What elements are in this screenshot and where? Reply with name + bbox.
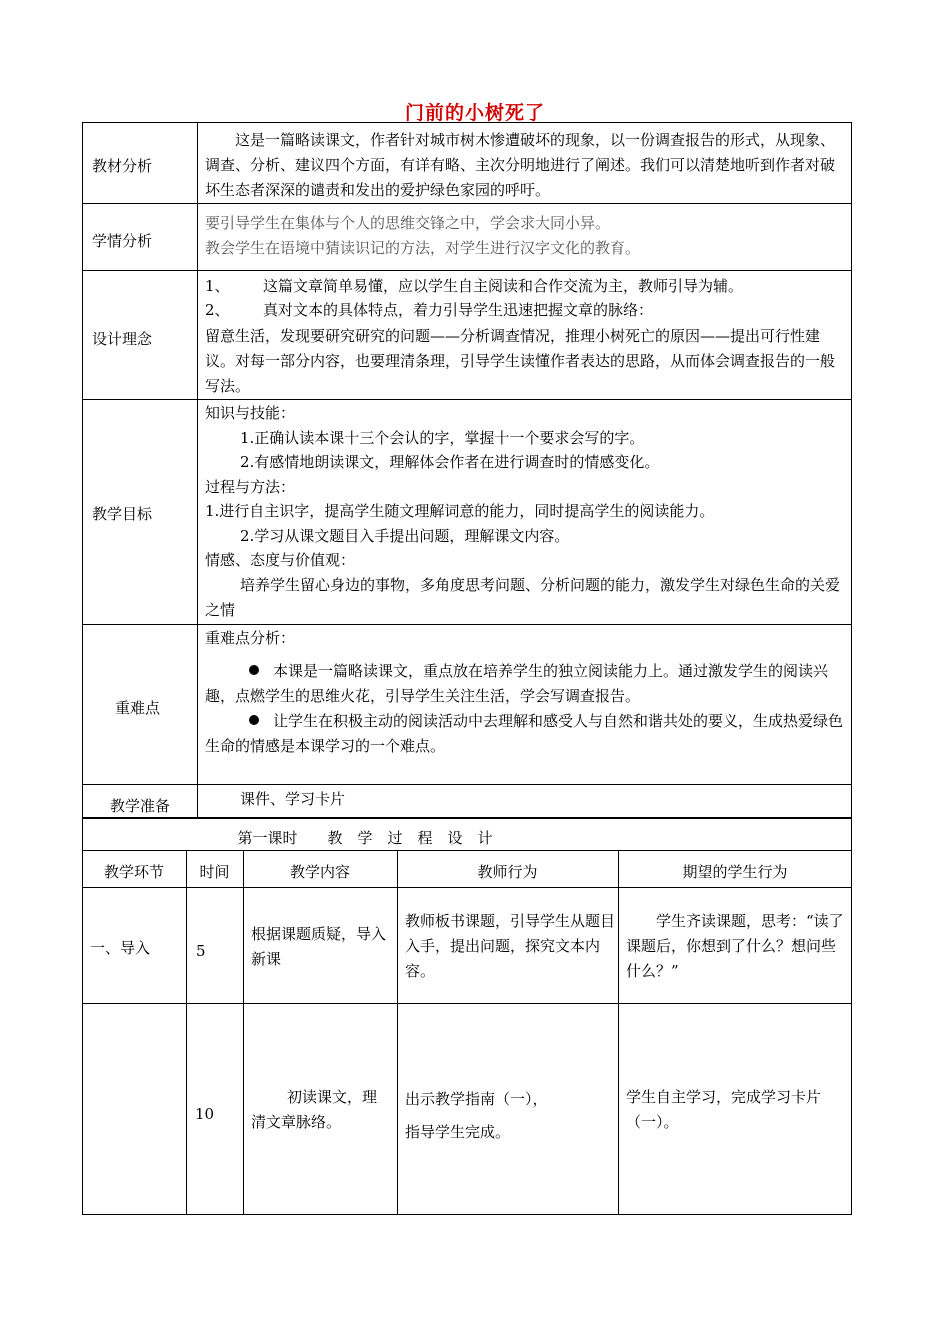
design-paragraph: 留意生活，发现要研究研究的问题——分析调查情况，推理小树死亡的原因——提出可行性建议。对每一部分内容，也要理清条理，引导学生读懂作者表达的思路，从而体会调查报告的一般写法。 bbox=[205, 327, 836, 395]
students-line-2: 教会学生在语境中猜读识记的方法，对学生进行汉字文化的教育。 bbox=[205, 239, 641, 257]
row-divider bbox=[82, 887, 852, 888]
goal-item: 2.学习从课文题目入手提出问题，理解课文内容。 bbox=[240, 527, 570, 545]
row1-content: 根据课题质疑，导入新课 bbox=[251, 925, 387, 968]
goal-item: 2.有感情地朗读课文，理解体会作者在进行调查时的情感变化。 bbox=[240, 453, 660, 471]
row-divider bbox=[82, 850, 852, 851]
key-points-label: 重难点 bbox=[115, 699, 161, 717]
col-header-time: 时间 bbox=[199, 863, 230, 881]
row2-teacher-line-2: 指导学生完成。 bbox=[405, 1123, 511, 1141]
row-divider bbox=[82, 399, 852, 400]
goals-heading-process: 过程与方法： bbox=[205, 478, 296, 496]
students-line-1: 要引导学生在集体与个人的思维交锋之中，学会求大同小异。 bbox=[205, 214, 611, 232]
row-divider bbox=[82, 1003, 852, 1004]
col-header-teacher: 教师行为 bbox=[477, 863, 538, 881]
col-divider bbox=[397, 850, 398, 1215]
bullet-icon bbox=[249, 715, 259, 725]
goal-item: 培养学生留心身边的事物，多角度思考问题、分析问题的能力，激发学生对绿色生命的关爱之情 bbox=[205, 576, 841, 619]
design-item1-number: 1、 bbox=[205, 277, 230, 295]
goals-label: 教学目标 bbox=[92, 505, 153, 523]
goals-heading-attitude: 情感、态度与价值观： bbox=[205, 551, 356, 569]
design-item1: 这篇文章简单易懂，应以学生自主阅读和合作交流为主，教师引导为辅。 bbox=[263, 277, 744, 295]
col-header-step: 教学环节 bbox=[103, 863, 164, 881]
prep-text: 课件、学习卡片 bbox=[240, 790, 346, 808]
key-point-text: 让学生在积极主动的阅读活动中去理解和感受人与自然和谐共处的要义，生成热爱绿色生命的情感是本课学习的一个难点。 bbox=[205, 712, 844, 755]
key-point-bullet-1 bbox=[205, 659, 845, 709]
lesson-heading: 第一课时 教 学 过 程 设 计 bbox=[237, 829, 493, 847]
col-header-content: 教学内容 bbox=[289, 863, 350, 881]
row-divider bbox=[82, 203, 852, 204]
col-divider bbox=[243, 850, 244, 1215]
row2-student: 学生自主学习，完成学习卡片（一）。 bbox=[626, 1088, 822, 1131]
col-divider bbox=[186, 850, 187, 1215]
row2-teacher-line-1: 出示教学指南（一）， bbox=[405, 1090, 548, 1108]
page-title: 门前的小树死了 bbox=[404, 102, 545, 124]
prep-label: 教学准备 bbox=[110, 797, 171, 815]
row-divider bbox=[82, 784, 852, 785]
goals-heading-knowledge: 知识与技能： bbox=[205, 404, 296, 422]
row1-student: 学生齐读课题，思考：“读了课题后，你想到了什么？想问些什么？” bbox=[626, 912, 844, 980]
key-points-heading: 重难点分析： bbox=[205, 629, 296, 647]
material-label: 教材分析 bbox=[92, 157, 153, 175]
row-divider bbox=[82, 270, 852, 271]
students-label: 学情分析 bbox=[92, 232, 153, 250]
design-item2: 真对文本的具体特点，着力引导学生迅速把握文章的脉络： bbox=[263, 301, 654, 319]
row1-time: 5 bbox=[196, 942, 206, 960]
bullet-icon bbox=[249, 665, 259, 675]
row1-step: 一、导入 bbox=[90, 939, 151, 957]
design-label: 设计理念 bbox=[92, 330, 153, 348]
row-divider bbox=[82, 624, 852, 625]
row2-time: 10 bbox=[195, 1105, 215, 1123]
material-text: 这是一篇略读课文，作者针对城市树木惨遭破坏的现象，以一份调查报告的形式，从现象、调查、分析、建议四个方面，有详有略、主次分明地进行了阐述。我们可以清楚地听到作者对破坏生态者深深的谴责和发出的爱护绿色家园的呼吁。 bbox=[205, 131, 836, 199]
col-header-student: 期望的学生行为 bbox=[682, 863, 788, 881]
design-item2-number: 2、 bbox=[205, 301, 230, 319]
key-point-text: 本课是一篇略读课文，重点放在培养学生的独立阅读能力上。通过激发学生的阅读兴趣，点燃学生的思维火花，引导学生关注生活，学会写调查报告。 bbox=[205, 662, 829, 705]
col-divider bbox=[618, 850, 619, 1215]
row2-content: 初读课文，理清文章脉络。 bbox=[251, 1088, 378, 1131]
info-table-divider bbox=[197, 122, 198, 818]
key-point-bullet-2 bbox=[205, 709, 845, 759]
row1-teacher: 教师板书课题，引导学生从题目入手，提出问题，探究文本内容。 bbox=[405, 912, 616, 980]
goal-item: 1.进行自主识字，提高学生随文理解词意的能力，同时提高学生的阅读能力。 bbox=[205, 502, 715, 520]
goal-item: 1.正确认读本课十三个会认的字，掌握十一个要求会写的字。 bbox=[240, 429, 645, 447]
